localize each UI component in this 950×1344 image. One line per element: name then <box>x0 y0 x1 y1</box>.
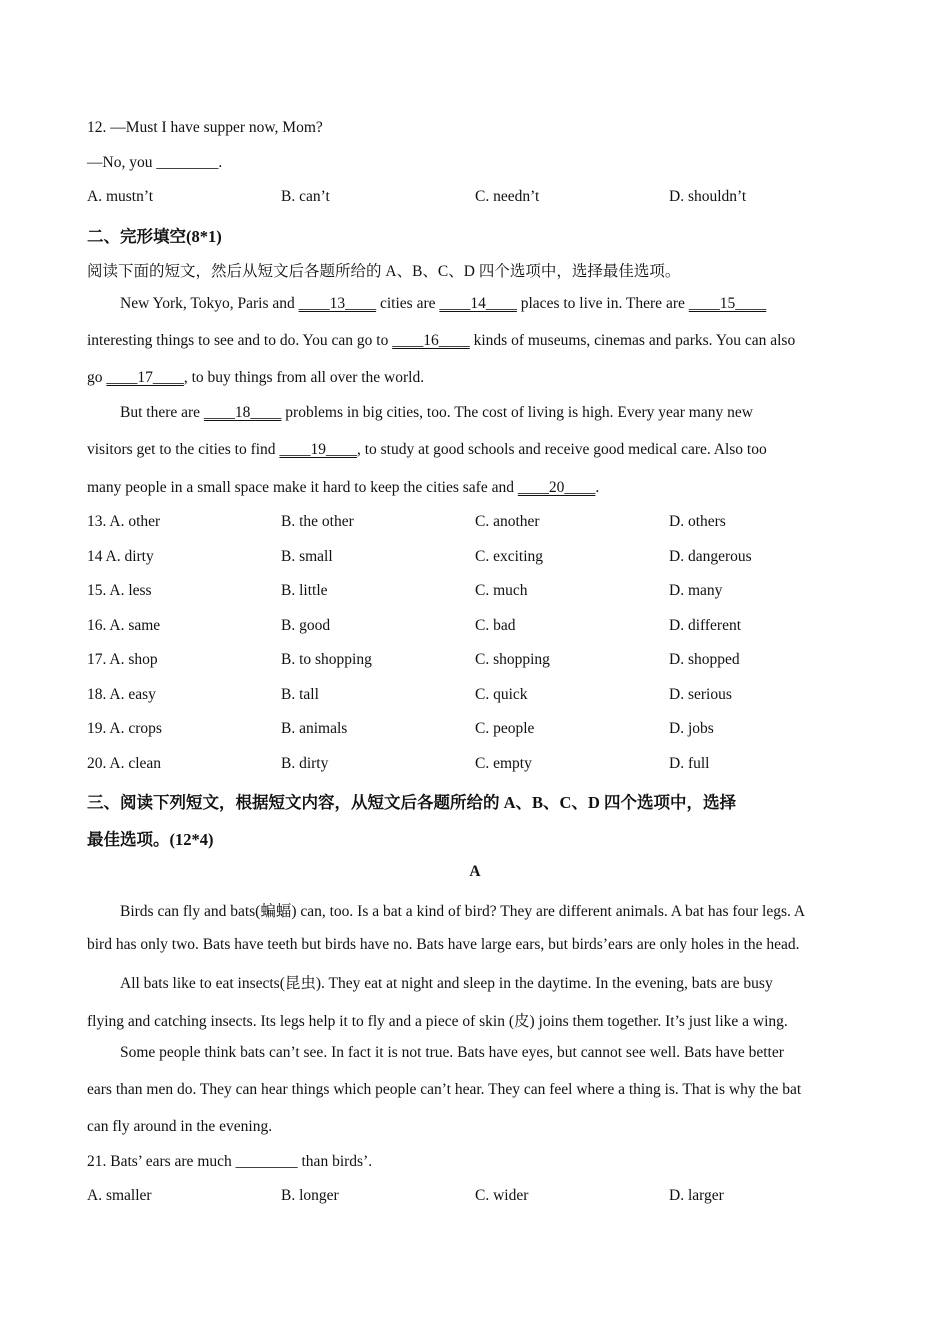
q16-option-a: 16. A. same <box>87 617 161 634</box>
q18-option-b: B. tall <box>281 686 319 703</box>
q15-option-a: 15. A. less <box>87 582 152 599</box>
q17-option-a: 17. A. shop <box>87 651 158 668</box>
question-12-reply: —No, you ________. <box>87 154 223 171</box>
passage-line: But there are ____18____ problems in big cities, too. The cost of living is high. Every year many new <box>120 404 753 421</box>
q13-option-d: D. others <box>669 513 726 530</box>
q17-option-b: B. to shopping <box>281 651 372 668</box>
passage-line: visitors get to the cities to find ____19____, to study at good schools and receive good medical care. Also too <box>87 441 767 458</box>
q16-option-b: B. good <box>281 617 331 634</box>
q20-option-b: B. dirty <box>281 755 329 772</box>
passage-line: many people in a small space make it hard to keep the cities safe and ____20____. <box>87 479 600 496</box>
q12-option-d: D. shouldn’t <box>669 188 747 205</box>
q12-option-b: B. can’t <box>281 188 330 205</box>
question-12-stem: 12. —Must I have supper now, Mom? <box>87 119 323 136</box>
question-21-stem: 21. Bats’ ears are much ________ than birds’. <box>87 1153 373 1170</box>
blank-14: ____14____ <box>439 295 517 312</box>
reading-line-6: ears than men do. They can hear things which people can’t hear. They can feel where a thing is. That is why the bat <box>87 1081 802 1098</box>
blank-13: ____13____ <box>298 295 377 312</box>
passage-line: New York, Tokyo, Paris and ____13____ cities are ____14____ places to live in. There are ____15____ <box>120 295 767 312</box>
q16-option-c: C. bad <box>475 617 516 634</box>
q21-option-a: A. smaller <box>87 1187 152 1204</box>
section-3-title-line-1: 三、阅读下列短文，根据短文内容，从短文后各题所给的 A、B、C、D 四个选项中，选择 <box>87 793 737 812</box>
q14-option-d: D. dangerous <box>669 548 752 565</box>
q19-option-b: B. animals <box>281 720 348 737</box>
q18-option-c: C. quick <box>475 686 528 703</box>
reading-line-3: All bats like to eat insects(昆虫). They eat at night and sleep in the daytime. In the evening, bats are busy <box>120 975 773 992</box>
q17-option-c: C. shopping <box>475 651 550 668</box>
blank-15: ____15____ <box>688 295 767 312</box>
reading-line-5: Some people think bats can’t see. In fact it is not true. Bats have eyes, but cannot see well. Bats have better <box>120 1044 784 1061</box>
passage-line: interesting things to see and to do. You can go to ____16____ kinds of museums, cinemas and parks. You can also <box>87 332 796 349</box>
q13-option-b: B. the other <box>281 513 354 530</box>
blank-16: ____16____ <box>392 332 470 349</box>
q18-option-a: 18. A. easy <box>87 686 156 703</box>
q15-option-b: B. little <box>281 582 328 599</box>
passage-label: A <box>469 863 481 880</box>
section-2-instruction: 阅读下面的短文，然后从短文后各题所给的 A、B、C、D 四个选项中，选择最佳选项。 <box>87 263 681 280</box>
q21-option-b: B. longer <box>281 1187 339 1204</box>
q21-option-d: D. larger <box>669 1187 724 1204</box>
blank-18: ____18____ <box>203 404 282 421</box>
q15-option-c: C. much <box>475 582 528 599</box>
q19-option-a: 19. A. crops <box>87 720 162 737</box>
q12-option-a: A. mustn’t <box>87 188 154 205</box>
q19-option-c: C. people <box>475 720 535 737</box>
q18-option-d: D. serious <box>669 686 732 703</box>
blank-20: ____20____ <box>517 479 596 496</box>
q15-option-d: D. many <box>669 582 723 599</box>
q14-option-c: C. exciting <box>475 548 544 565</box>
section-2-title: 二、完形填空(8*1) <box>87 227 222 246</box>
reading-line-7: can fly around in the evening. <box>87 1118 273 1135</box>
q13-option-c: C. another <box>475 513 540 530</box>
passage-line: go ____17____, to buy things from all over the world. <box>87 369 425 386</box>
reading-line-2: bird has only two. Bats have teeth but birds have no. Bats have large ears, but birds’ears are only holes in the head. <box>87 936 800 953</box>
q16-option-d: D. different <box>669 617 742 634</box>
reading-line-1: Birds can fly and bats(蝙蝠) can, too. Is a bat a kind of bird? They are different animals. A bat has four legs. A <box>120 903 806 920</box>
q14-option-b: B. small <box>281 548 333 565</box>
q21-option-c: C. wider <box>475 1187 529 1204</box>
q20-option-c: C. empty <box>475 755 532 772</box>
q13-option-a: 13. A. other <box>87 513 161 530</box>
q12-option-c: C. needn’t <box>475 188 540 205</box>
blank-19: ____19____ <box>279 441 357 458</box>
q19-option-d: D. jobs <box>669 720 714 737</box>
section-3-title-line-2: 最佳选项。(12*4) <box>87 830 214 849</box>
q20-option-a: 20. A. clean <box>87 755 162 772</box>
blank-17: ____17____ <box>106 369 184 386</box>
q17-option-d: D. shopped <box>669 651 740 668</box>
q14-option-a: 14 A. dirty <box>87 548 154 565</box>
q20-option-d: D. full <box>669 755 710 772</box>
reading-line-4: flying and catching insects. Its legs help it to fly and a piece of skin (皮) joins them together. It’s just like a wing. <box>87 1013 788 1030</box>
